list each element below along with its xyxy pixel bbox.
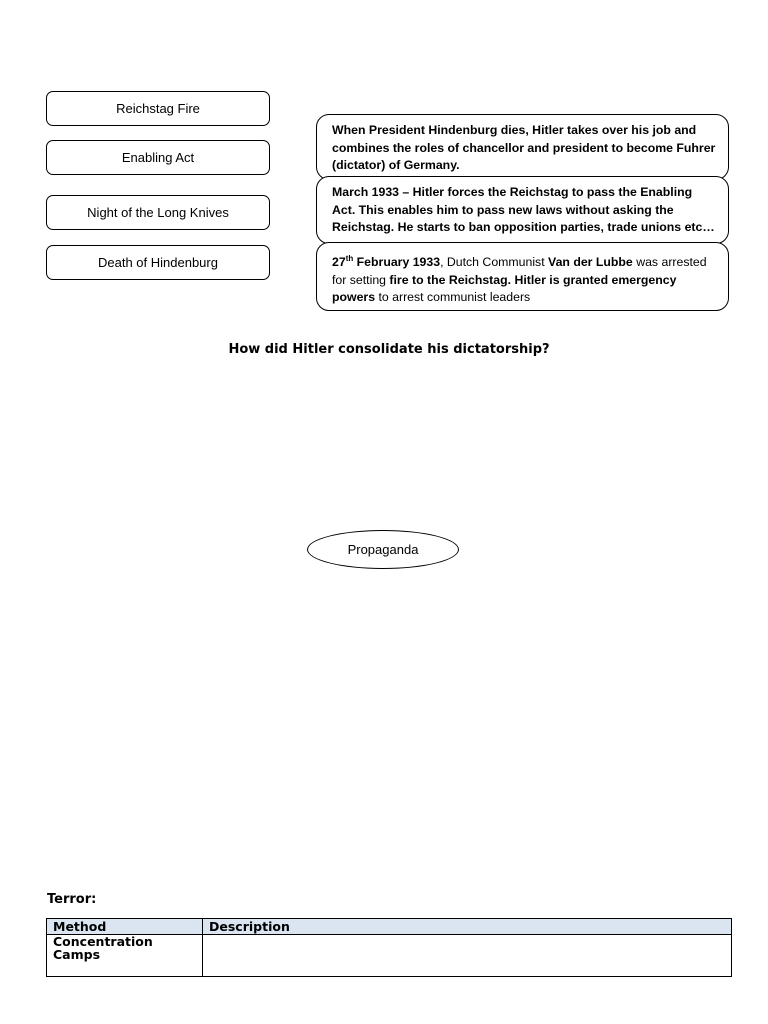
definition-text: March 1933 – Hitler forces the Reichstag to pass the Enabling Act. This enables him to pass new laws without asking the Reichstag. He starts to ban opposition parties, trade unions etc… bbox=[332, 185, 715, 234]
term-box-enabling-act: Enabling Act bbox=[46, 140, 270, 175]
definition-box-hindenburg bbox=[316, 114, 729, 180]
definition-text: was arrested for setting bbox=[332, 255, 707, 287]
terror-table bbox=[46, 918, 732, 977]
definition-box-reichstag-fire bbox=[316, 242, 729, 311]
term-box-night-of-the-long-knives: Night of the Long Knives bbox=[46, 195, 270, 230]
description-cell[interactable] bbox=[203, 935, 732, 977]
column-header-method: Method bbox=[47, 919, 203, 935]
column-header-description: Description bbox=[203, 919, 732, 935]
question-heading: How did Hitler consolidate his dictatorship? bbox=[228, 342, 550, 357]
definition-box-enabling-act bbox=[316, 176, 729, 244]
definition-text: , Dutch Communist bbox=[440, 255, 549, 270]
term-box-death-of-hindenburg: Death of Hindenburg bbox=[46, 245, 270, 280]
mindmap-node-propaganda: Propaganda bbox=[307, 530, 459, 569]
date-day: 27 bbox=[332, 255, 346, 270]
table-row bbox=[47, 935, 732, 977]
table-header-row bbox=[47, 919, 732, 935]
method-cell: Concentration Camps bbox=[47, 935, 203, 977]
terror-heading: Terror: bbox=[47, 892, 97, 907]
date-day-suffix: th bbox=[345, 254, 354, 263]
definition-text: When President Hindenburg dies, Hitler takes over his job and combines the roles of chancellor and president to become Fuhrer (dictator) of Germany. bbox=[332, 123, 716, 172]
date-month-year: February 1933 bbox=[353, 255, 441, 270]
definition-emphasis: fire to the Reichstag. Hitler is granted emergency powers bbox=[332, 272, 677, 305]
definition-text: to arrest communist leaders bbox=[375, 290, 531, 305]
term-box-reichstag-fire: Reichstag Fire bbox=[46, 91, 270, 126]
person-name: Van der Lubbe bbox=[548, 255, 633, 270]
